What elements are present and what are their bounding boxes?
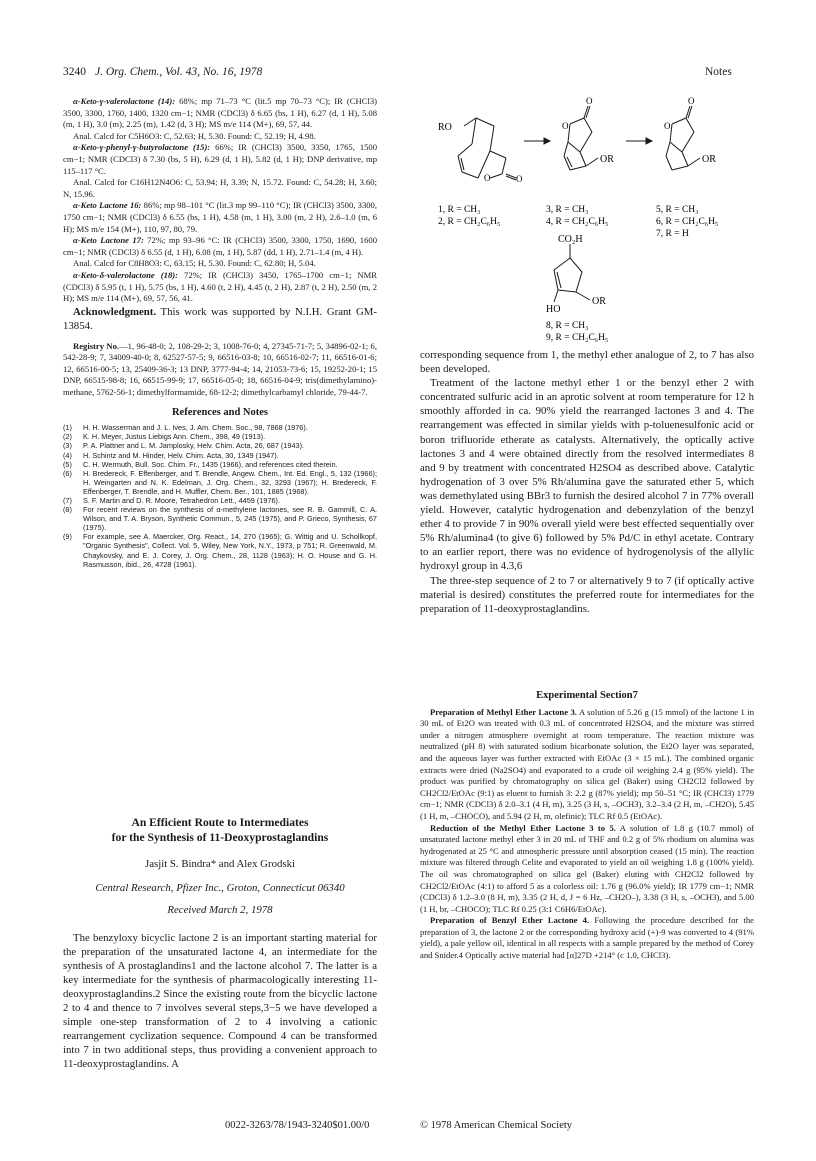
unsaturated-lactone-structure — [564, 106, 598, 170]
reference-item: (4) H. Schintz and M. Hinder, Helv. Chim. Acta, 30, 1349 (1947). — [63, 450, 279, 460]
ho-label: HO — [546, 304, 561, 315]
reaction-arrow — [524, 138, 550, 144]
reference-item: (5) C. H. Wermuth, Bull. Soc. Chim. Fr., 1435 (1966), and references cited therein. — [63, 459, 338, 469]
analysis-entry: Anal. Calcd for C16H12N4O6: C, 53.94; H, 3.39; N, 15.72. Found: C, 54.28; H, 3.60; N, 15.96. — [63, 177, 377, 199]
compound-label-7: 7, R = H — [656, 229, 689, 239]
experimental-section — [420, 682, 754, 962]
reference-item: (7) S. F. Martin and D. R. Moore, Tetrahedron Lett., 4459 (1976). — [63, 496, 280, 505]
analysis-entry: Anal. Calcd for C5H6O3: C, 52.63; H, 5.30. Found: C, 52.19; H, 4.98. — [73, 130, 316, 141]
reference-item: (9) For example, see A. Maercker, Org. React., 14, 270 (1965); G. Wittig and U. Schollkopf, "Organic Synthesis", Collect. Vol. 5, Wiley, New York, N.Y., 1973, p 751; R. Greenwald, M. Chaykovsky, and E. J. Corey, J. Org. Chem., 28, 1128 (1963); H. O. House and G. H. Rasmusson, ibid., 26, 4728 (1961). — [63, 532, 377, 569]
references-list — [63, 423, 377, 569]
compound-label-6: 6, R = CH₂C₆H₅ — [656, 217, 719, 227]
experimental-paragraph: Preparation of Methyl Ether Lactone 3. A solution of 5.26 g (15 mmol) of the lactone 1 in 30 mL of Et2O was treated with 0.3 mL of concentrated H2SO4, and the mixture was stirred under a nitrogen atmosphere overnight at room temperature. The reaction mixture was neutralized (pH 8) with saturated sodium bicarbonate solution, the Et2O layer was separated, and the aqueous layer was further extracted with EtOAc (3 × 15 mL). The combined organic extracts were dried (Na2SO4) and evaporated to a crude oil weighing 2.4 g (95% yield). The product was purified by chromatography on silica gel (Baker) using CH2Cl2 followed by CH2Cl2/EtOAc (9:1) as eluent to furnish 3: 2.2 g (87% yield); mp 50–51 °C; IR (CHCl3) 1779 cm−1; NMR (CDCl3) δ 2.0–3.1 (4 H, m), 3.25 (3 H, s, –OCH3), 3.2–3.4 (2 H, m, –CH2O), 5.45 (1 H, m, –CHOCO), and 5.94 (2 H, m, olefinic); TLC Rf 0.5 (EtOAc). — [420, 706, 754, 821]
article-header — [63, 815, 377, 1071]
received-date: Received March 2, 1978 — [167, 904, 273, 916]
or-label: OR — [702, 154, 716, 165]
experimental-heading: Experimental Section7 — [536, 690, 638, 701]
section-label: Notes — [705, 66, 732, 78]
experimental-paragraph: Reduction of the Methyl Ether Lactone 3 to 5. A solution of 1.8 g (10.7 mmol) of unsaturated lactone methyl ether 3 in 20 mL of THF and 0.2 g of 5% rhodium on alumina was hydrogenated at 25 °C and atmospheric pressure until absorption ceased (15 min). The reaction mixture was filtered through Celite and evaporated to yield an oil weighing 1.8 g (100% yield). The oil was chromatographed on silica gel (Baker) eluting with CH2Cl2 followed by CH2Cl2/EtOAc (4:1) to afford 5 as a colorless oil: 1.76 g (96.0% yield); IR 1779 cm−1; NMR (CDCl3) δ 1.2–3.0 (8 H, m), 3.35 (2 H, d, J = 6 Hz, –CH2O–), 3.38 (3 H, s, –OCH3), and 5.00 (1 H, br, –CHOCO); TLC Rf 0.25 (3:1 C6H6/EtOAc). — [420, 822, 754, 914]
article-intro: The benzyloxy bicyclic lactone 2 is an important starting material for the preparation of the unsaturated lactone 4, an intermediate for the synthesis of A prostaglandins1 and the lactone alcohol 7. The latter is a key intermediate for the synthesis of pharmacologically interesting 11-deoxyprostaglandins.2 Since the existing route from the bicyclic lactone 2 to 4 and thence to 7 involves several steps,3−5 we have developed a simple one-step transformation of 2 to 4 involving a cationic rearrangement cyclization sequence. Compound 4 can be transformed into 7 in two additional steps, thus providing a convenient approach to 11-deoxyprostaglandins. A — [63, 932, 377, 1070]
article-affiliation: Central Research, Pfizer Inc., Groton, Connecticut 06340 — [95, 882, 345, 894]
ring-oxygen-label: O — [664, 121, 671, 131]
registry-numbers: Registry No.—1, 96-48-0; 2, 108-29-2; 3, 1008-76-0; 4, 27345-71-7; 5, 34896-02-1; 6, 542-28-9; 7, 34009-40-0; 8, 62527-57-5; 9, 66516-03-8; 10, 66516-02-7; 11, 66516-01-6; 12, 66516-00-5; 13, 25409-36-3; 13 DNP, 3777-94-4; 14, 21053-73-6; 15, 19252-20-1; 15 DNP, 66515-98-8; 16, 66515-99-9; 17, 66516-05-0; 18, 66516-04-9; tris(dimethylamino)-methane, 5762-56-1; dimethylformamide, 68-12-2; dimethylcarbamyl chloride, 79-44-7. — [63, 340, 377, 398]
references-heading: References and Notes — [171, 406, 269, 418]
compound-entry: α-Keto Lactone 17: 72%; mp 93–96 °C: IR (CHCl3) 3500, 3300, 1750, 1690, 1600 cm−1; NMR (CDCl3) δ 6.55 (d, 1 H), 6.08 (m, 1 H), 5.87 (dd, 1 H), 2.71–1.4 (m, 4 H). — [63, 235, 377, 257]
journal-citation: J. Org. Chem., Vol. 43, No. 16, 1978 — [95, 66, 263, 78]
reaction-scheme — [420, 96, 756, 346]
experimental-paragraph: Preparation of Benzyl Ether Lactone 4. Following the procedure described for the preparation of 3, the lactone 2 or the corresponding hydroxy acid (+)-9 was converted to 4 (91% yield), a pale yellow oil, identical in all respects with a sample prepared by the method of Corey and Snider.4 Optically active material had [α]27D +214° (c 1.0, CHCl3). — [420, 915, 754, 961]
bicyclic-lactone-structure — [458, 118, 516, 180]
compound-data-list — [63, 96, 377, 305]
ring-oxygen-label: O — [484, 173, 491, 183]
compound-label-9: 9, R = CH₂C₆H₅ — [546, 333, 609, 343]
reference-item: (2) K. H. Meyer, Justus Liebigs Ann. Chem., 398, 49 (1913). — [63, 432, 266, 442]
compound-entry: α-Keto-γ-valerolactone (14): 68%; mp 71–73 °C (lit.5 mp 70–73 °C); IR (CHCl3) 3500, 3300, 1760, 1400, 1320 cm−1; NMR (CDCl3) δ 6.65 (bs, 1 H), 6.27 (d, 1 H), 5.08 (m, 1 H), 3.0 (m), 2.25 (m), 1.42 (d, 3 H); MS m/e 114 (M+), 69, 57, 44. — [63, 96, 377, 130]
reaction-arrow — [626, 138, 652, 144]
compound-label-4: 4, R = CH₂C₆H₅ — [546, 217, 609, 227]
carboxylic-acid-label: CO₂H — [558, 234, 583, 245]
or-label: OR — [600, 154, 614, 165]
body-paragraph: corresponding sequence from 1, the methyl ether analogue of 2, to 7 has also been developed. — [420, 349, 754, 376]
carbonyl-oxygen-label: O — [586, 96, 593, 106]
right-column — [420, 348, 754, 616]
footer-code: 0022-3263/78/1943-3240$01.00/0 — [225, 1120, 370, 1131]
hydroxy-acid-structure — [554, 244, 590, 302]
acknowledgment: Acknowledgment. This work was supported by N.I.H. Grant GM-13854. — [63, 305, 377, 332]
body-paragraph: Treatment of the lactone methyl ether 1 or the benzyl ether 2 with concentrated sulfuric acid in an aprotic solvent at room temperature for 12 h smoothly afforded in ca. 90% yield the rearranged lactones 3 and 4. The rearrangement was effected in similar yields with p-toluenesulfonic acid or boron trifluoride etherate as catalysts. Alternatively, the optically active lactones 3 and 4 were obtained directly from the resolved intermediates 8 and 9 by treatment with concentrated H2SO4 as described above. Catalytic hydrogenation of 3 over 5% Rh/alumina gave the saturated ether 5, which was demethylated using BBr3 to furnish the desired alcohol 7 in 77% overall yield. However, catalytic hydrogenation and debenzylation of the benzyl ether 4 to provide 7 in 90% overall yield were best effected sequentially over 5% Rh/alumina4 (to give 6) followed by 5% Pd/C in ethyl acetate. Contrary to an earlier report, there was no evidence of hydrogenolysis of the allylic hydroxyl group in 4.3,6 — [420, 377, 754, 573]
article-title: An Efficient Route to Intermediates for the Synthesis of 11-Deoxyprostaglandins — [111, 816, 329, 844]
compound-label-5: 5, R = CH₃ — [656, 205, 699, 215]
saturated-lactone-structure — [666, 106, 700, 170]
ro-label: RO — [438, 122, 452, 133]
compound-label-8: 8, R = CH₃ — [546, 321, 589, 331]
footer-copyright: © 1978 American Chemical Society — [420, 1120, 573, 1131]
ring-oxygen-label: O — [562, 121, 569, 131]
compound-entry: α-Keto-δ-valerolactone (18): 72%; IR (CHCl3) 3450, 1765–1700 cm−1; NMR (CDCl3) δ 5.95 (t, 1 H), 5.75 (bs, 1 H), 4.60 (t, 2 H), 4.45 (t, 2 H), 2.87 (t, 2 H), 2.50 (m, 2 H); MS m/e 114 (M+), 69, 57, 56, 41. — [63, 269, 377, 304]
compound-label-3: 3, R = CH₃ — [546, 205, 589, 215]
body-paragraph: The three-step sequence of 2 to 7 or alternatively 9 to 7 (if optically active material is desired) constitutes the preferred route for intermediates for the preparation of 11-deoxyprostaglandins. — [420, 574, 754, 615]
reference-item: (1) H. H. Wasserman and J. L. Ives, J. Am. Chem. Soc., 98, 7868 (1976). — [63, 423, 308, 433]
page-number: 3240 — [63, 66, 86, 78]
reference-item: (8) For recent reviews on the synthesis of α-methylene lactones, see R. B. Gammill, C. A. Wilson, and T. A. Bryson, Synthetic Commun., 5, 245 (1975), and P. Grieco, Synthesis, 67 (1975). — [63, 505, 377, 533]
compound-label-2: 2, R = CH₂C₆H₅ — [438, 217, 501, 227]
carbonyl-oxygen-label: O — [516, 174, 523, 184]
article-authors: Jasjit S. Bindra* and Alex Grodski — [145, 858, 295, 870]
reference-item: (3) P. A. Plattner and L. M. Jamplosky, Helv. Chim. Acta, 26, 687 (1943). — [63, 441, 305, 451]
compound-label-1: 1, R = CH₃ — [438, 205, 481, 215]
compound-entry: α-Keto Lactone 16: 86%; mp 98–101 °C (lit.3 mp 99–110 °C); IR (CHCl3) 3500, 3300, 1750 cm−1; NMR (CDCl3) δ 6.55 (bs, 1 H), 4.58 (m, 1 H), 3.00 (m, 2 H), 2.6–1.0 (m, 6 H); MS m/e 154 (M+), 110, 97, 80, 79. — [63, 200, 377, 234]
reference-item: (6) H. Bredereck, F. Effenberger, and T. Brendle, Angew. Chem., Int. Ed. Engl., 5, 132 (1966); H. Weingarten and N. K. Edelman, J. Org. Chem., 32, 3293 (1967); H. Bredereck, F. Effenberger, T. Brendle, and H. Muffler, Chem. Ber., 101, 1885 (1968). — [63, 468, 377, 496]
left-column — [63, 96, 377, 569]
analysis-entry: Anal. Calcd for C8H8O3: C, 63.15; H, 5.30. Found: C, 62.80; H, 5.04. — [73, 258, 316, 269]
compound-entry: α-Keto-γ-phenyl-γ-butyrolactone (15): 66%; IR (CHCl3) 3500, 3350, 1765, 1500 cm−1; NMR (CDCl3) δ 7.30 (bs, 5 H), 6.29 (d, 1 H), 5.82 (d, 1 H); DNP derivative, mp 115–117 °C. — [63, 142, 378, 176]
carbonyl-oxygen-label: O — [688, 96, 695, 106]
or-label: OR — [592, 296, 606, 307]
